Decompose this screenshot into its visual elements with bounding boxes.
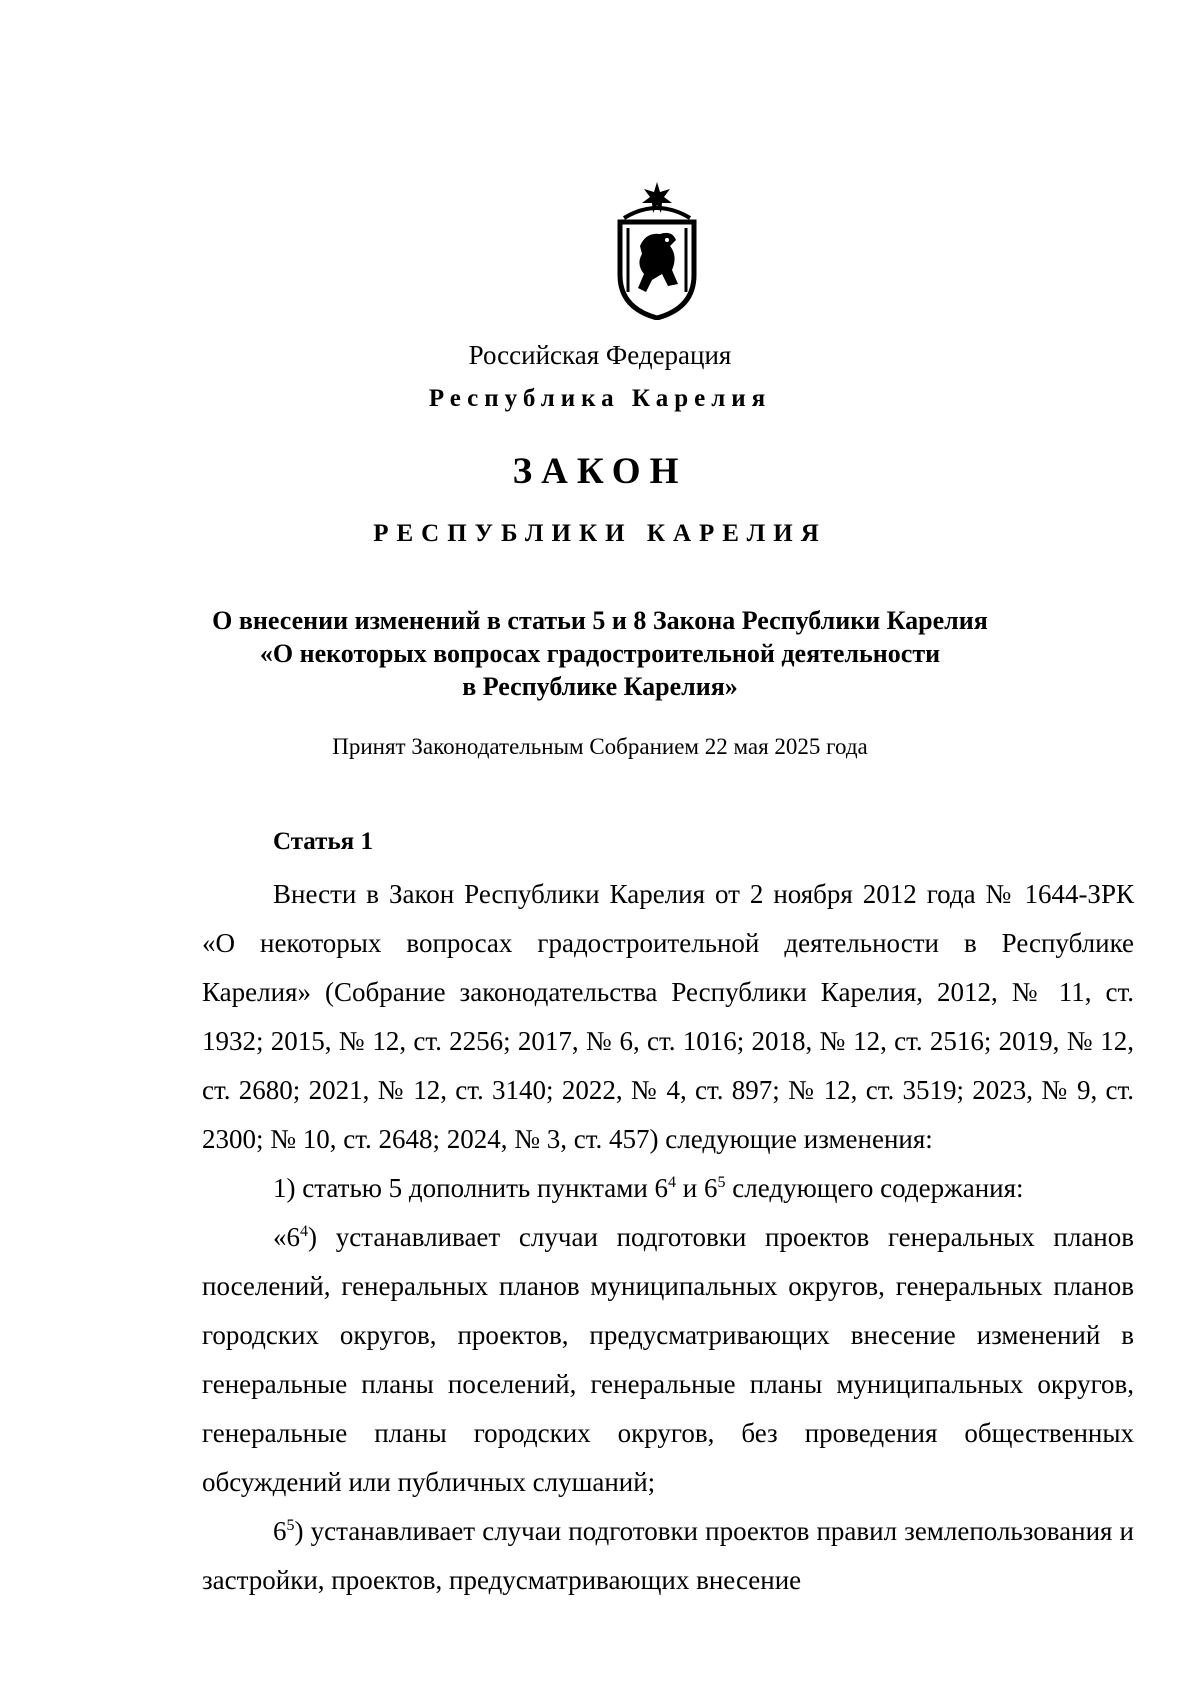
text-span: 1) статью 5 дополнить пунктами 6 bbox=[273, 1173, 669, 1203]
coat-of-arms-icon bbox=[612, 180, 702, 320]
document-title-line: О внесении изменений в статьи 5 и 8 Закона Республики Карелия bbox=[212, 606, 988, 635]
superscript: 4 bbox=[668, 1174, 677, 1191]
text-span: 6 bbox=[273, 1516, 287, 1546]
paragraph-intro: Внести в Закон Республики Карелия от 2 ноября 2012 года № 1644-ЗРК «О некоторых вопросах градостроительной деятельности в Республике Карелия» (Собрание законодательства Республики Карелия, 2012, № 11, ст. 1932; 2015, № 12, ст. 2256; 2017, № 6, ст. 1016; 2018, № 12, ст. 2516; 2019, № 12, ст. 2680; 2021, № 12, ст. 3140; 2022, № 4, ст. 897; № 12, ст. 3519; 2023, № 9, ст. 2300; № 10, ст. 2648; 2024, № 3, ст. 457) следующие изменения: bbox=[202, 879, 1134, 1154]
document-title bbox=[0, 604, 1200, 703]
superscript: 5 bbox=[717, 1174, 726, 1191]
paragraph-point-6-5 bbox=[202, 1507, 1134, 1605]
text-span: ) устанавливает случаи подготовки проектов генеральных планов поселений, генеральных планов муниципальных округов, генеральных планов городских округов, проектов, предусматривающих внесение изменений в генеральные планы поселений, генеральные планы муниципальных округов, генеральные планы городских округов, без проведения общественных обсуждений или публичных слушаний; bbox=[202, 1222, 1134, 1497]
paragraph-point-6-4 bbox=[202, 1213, 1134, 1507]
law-subheading: РЕСПУБЛИКИ КАРЕЛИЯ bbox=[373, 520, 827, 547]
document-title-line: в Республике Карелия» bbox=[462, 672, 738, 701]
country-name: Российская Федерация bbox=[468, 340, 732, 370]
article-heading: Статья 1 bbox=[273, 828, 373, 855]
text-span: следующего содержания: bbox=[725, 1173, 1024, 1203]
superscript: 5 bbox=[286, 1517, 295, 1534]
paragraph-item-1 bbox=[202, 1164, 1134, 1213]
text-span: и 6 bbox=[676, 1173, 718, 1203]
adoption-date: Принят Законодательным Собранием 22 мая 2025 года bbox=[332, 734, 868, 759]
article-body bbox=[202, 870, 1134, 1605]
republic-name: Республика Карелия bbox=[428, 385, 772, 412]
law-heading: ЗАКОН bbox=[512, 451, 688, 492]
superscript: 4 bbox=[300, 1223, 308, 1240]
text-span: ) устанавливает случаи подготовки проектов правил землепользования и застройки, проектов, предусматривающих внесение bbox=[202, 1516, 1134, 1595]
document-title-line: «О некоторых вопросах градостроительной деятельности bbox=[259, 639, 941, 668]
text-span: «6 bbox=[273, 1222, 300, 1252]
